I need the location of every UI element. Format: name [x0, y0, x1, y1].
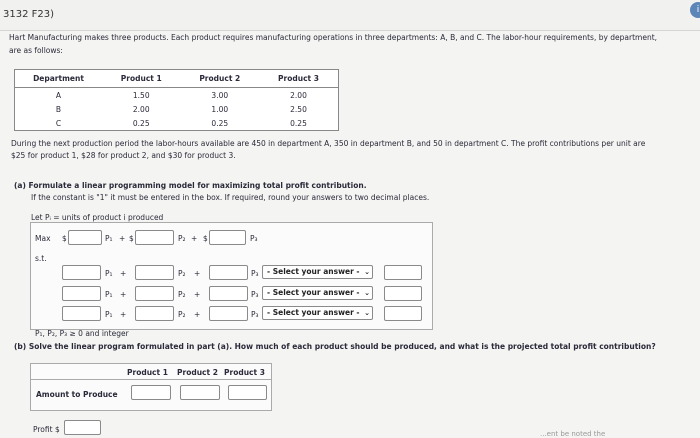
objective-coef-p1-input[interactable]	[68, 230, 102, 245]
constraint2-relation-select[interactable]: - Select your answer - ⌄	[262, 286, 373, 300]
constraint1-rhs-input[interactable]	[384, 265, 422, 280]
constraint2-p3-input[interactable]	[209, 286, 248, 301]
col-header: Product 2	[181, 70, 260, 88]
profit-label: Profit	[33, 425, 53, 434]
plus-sign: +	[120, 290, 127, 299]
constraint3-rhs-input[interactable]	[384, 306, 422, 321]
col-header-product1: Product 1	[127, 368, 168, 377]
chevron-down-icon: ⌄	[364, 268, 370, 276]
plus-sign: +	[120, 310, 127, 319]
plus-sign: +	[194, 290, 201, 299]
var-p2: P₂	[178, 269, 186, 278]
var-p1: P₁	[105, 269, 113, 278]
constraint1-p2-input[interactable]	[135, 265, 174, 280]
dollar-sign: $	[129, 234, 134, 243]
amount-row-label: Amount to Produce	[36, 390, 118, 399]
nonnegativity-constraint: P₁, P₂, P₃ ≥ 0 and integer	[35, 329, 129, 338]
col-header-product3: Product 3	[224, 368, 265, 377]
part-b-title: (b) Solve the linear program formulated in part (a). How much of each product should be produced, and what is the projected total profit contribution?	[14, 342, 656, 351]
var-p1: P₁	[105, 234, 113, 243]
dollar-sign: $	[62, 234, 67, 243]
constraint3-p2-input[interactable]	[135, 306, 174, 321]
var-p3: P₃	[251, 290, 259, 299]
var-p1: P₁	[105, 290, 113, 299]
profit-input[interactable]	[64, 420, 101, 435]
top-bar	[0, 0, 700, 31]
var-p3: P₃	[251, 269, 259, 278]
constraint1-p1-input[interactable]	[62, 265, 101, 280]
table-row: C 0.25 0.25 0.25	[55, 118, 307, 128]
profit-row	[33, 425, 60, 434]
plus-sign: +	[119, 234, 126, 243]
col-header: Product 3	[259, 70, 338, 88]
table-header-row	[15, 70, 339, 88]
constraint2-rhs-input[interactable]	[384, 286, 422, 301]
labor-hour-table	[14, 69, 339, 131]
var-p2: P₂	[178, 290, 186, 299]
var-p2: P₂	[178, 310, 186, 319]
table-row: A 1.50 3.00 2.00	[55, 90, 307, 100]
constraint3-p3-input[interactable]	[209, 306, 248, 321]
question-id: 3132 F23)	[3, 9, 55, 20]
st-label: s.t.	[35, 254, 47, 263]
answer-table	[30, 363, 272, 411]
var-p3: P₃	[250, 234, 258, 243]
constraint3-relation-select[interactable]: - Select your answer - ⌄	[262, 306, 373, 320]
dollar-sign: $	[54, 425, 60, 434]
constraint2-p2-input[interactable]	[135, 286, 174, 301]
dollar-sign: $	[203, 234, 208, 243]
constraint2-p1-input[interactable]	[62, 286, 101, 301]
amount-product1-input[interactable]	[131, 385, 171, 400]
help-icon[interactable]: i	[690, 2, 700, 18]
divider	[31, 379, 271, 380]
intro-text: Hart Manufacturing makes three products. Each product requires manufacturing operations in three departments: A, B, and C. The labor-hour requirements, by department, are as follows:	[9, 33, 658, 55]
lp-model-form	[30, 222, 433, 330]
chevron-down-icon: ⌄	[364, 289, 370, 297]
col-header: Department	[15, 70, 103, 88]
var-p1: P₁	[105, 310, 113, 319]
col-header: Product 1	[102, 70, 181, 88]
chevron-down-icon: ⌄	[364, 309, 370, 317]
objective-coef-p3-input[interactable]	[209, 230, 246, 245]
part-a-title: (a) Formulate a linear programming model for maximizing total profit contribution.	[14, 181, 367, 190]
max-label: Max	[35, 234, 51, 243]
footer-text: ...ent be noted the	[540, 430, 606, 438]
constraint3-p1-input[interactable]	[62, 306, 101, 321]
amount-product3-input[interactable]	[228, 385, 267, 400]
plus-sign: +	[120, 269, 127, 278]
var-p2: P₂	[178, 234, 186, 243]
var-p3: P₃	[251, 310, 259, 319]
table-row: B 2.00 1.00 2.50	[55, 104, 307, 114]
constraint1-relation-select[interactable]: - Select your answer - ⌄	[262, 265, 373, 279]
constraint1-p3-input[interactable]	[209, 265, 248, 280]
variable-definition: Let Pᵢ = units of product i produced	[31, 213, 164, 222]
instruction-note: If the constant is "1" it must be entered in the box. If required, round your answers to two decimal places.	[31, 193, 430, 202]
amount-product2-input[interactable]	[180, 385, 220, 400]
plus-sign: +	[194, 269, 201, 278]
col-header-product2: Product 2	[177, 368, 218, 377]
plus-sign: +	[194, 310, 201, 319]
problem-text: During the next production period the labor-hours available are 450 in department A, 350 in department B, and 50 in department C. The profit contributions per unit are $25 for product 1, $28 for product 2, and $30 for product 3.	[11, 139, 646, 160]
objective-coef-p2-input[interactable]	[135, 230, 174, 245]
plus-sign: +	[191, 234, 198, 243]
